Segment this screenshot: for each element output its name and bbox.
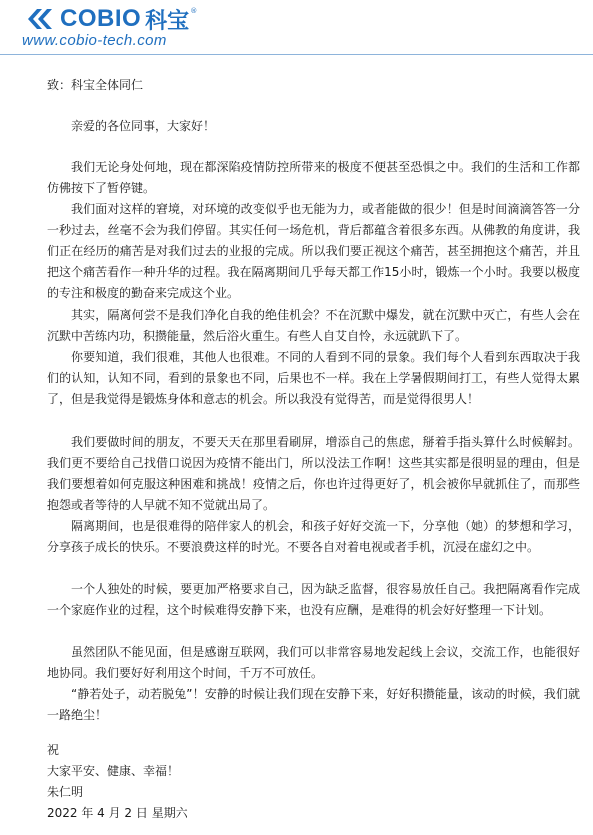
company-website: www.cobio-tech.com [22, 32, 167, 49]
paragraph-2: 我们面对这样的窘境，对环境的改变似乎也无能为力，或者能做的很少！但是时间滴滴答答一分一秒过去，丝毫不会为我们停留。其实任何一场危机，背后都蕴含着很多东西。从佛教的角度讲，我们正在经历的痛苦是对我们过去的业报的完成。所以我们要正视这个痛苦，甚至拥抱这个痛苦，并且把这个痛苦看作一种升华的过程。我在隔离期间几乎每天都工作15小时，锻炼一个小时。我要以极度的专注和极度的勤奋来完成这个业。 [47, 202, 580, 300]
cobio-swoosh-icon [24, 6, 56, 32]
brand-name-cn: 科宝 [145, 8, 190, 34]
paragraph-4: 你要知道，我们很难，其他人也很难。不同的人看到不同的景象。我们每个人看到东西取决于我们的认知，认知不同，看到的景象也不同，后果也不一样。我在上学暑假期间打工，有些人觉得太累了，但是我觉得是锻炼身体和意志的机会。所以我没有觉得苦，而是觉得很男人！ [47, 350, 580, 406]
paragraph-5: 我们要做时间的朋友，不要天天在那里看刷屏，增添自己的焦虑，掰着手指头算什么时候解封。我们更不要给自己找借口说因为疫情不能出门，所以没法工作啊！这些其实都是很明显的理由，但是我们要想着如何克服这种困难和挑战！疫情之后，你也许过得更好了，机会被你早就抓住了，而那些抱怨或者等待的人早就不知不觉就出局了。 [47, 435, 580, 512]
paragraph-8: 虽然团队不能见面，但是感谢互联网，我们可以非常容易地发起线上会议，交流工作，也能很好地协同。我们要好好利用这个时间，千万不可放任。 [47, 645, 580, 680]
greeting: 亲爱的各位同事，大家好！ [71, 119, 216, 133]
closing: 祝 [47, 743, 60, 757]
salutation: 致：科宝全体同仁 [47, 78, 144, 92]
letterhead [0, 0, 593, 58]
letter-date: 2022 年 4 月 2 日 星期六 [47, 806, 188, 820]
closing-wish: 大家平安、健康、幸福！ [47, 764, 180, 778]
paragraph-9: “静若处子，动若脱兔”！安静的时候让我们现在安静下来，好好积攒能量，该动的时候，我们就一路绝尘！ [47, 687, 580, 722]
header-divider [0, 54, 593, 55]
paragraph-3: 其实，隔离何尝不是我们净化自我的绝佳机会？不在沉默中爆发，就在沉默中灭亡，有些人会在沉默中苦练内功，积攒能量，然后浴火重生。有些人自艾自怜，永远就趴下了。 [47, 308, 580, 343]
paragraph-1: 我们无论身处何地，现在都深陷疫情防控所带来的极度不便甚至恐惧之中。我们的生活和工作都仿佛按下了暂停键。 [47, 160, 580, 195]
brand-name-en: COBIO [60, 5, 142, 32]
signature: 朱仁明 [47, 785, 84, 799]
company-logo [24, 5, 197, 33]
paragraph-7: 一个人独处的时候，要更加严格要求自己，因为缺乏监督，很容易放任自己。我把隔离看作完成一个家庭作业的过程，这个时候难得安静下来，也没有应酬，是难得的机会好好整理一下计划。 [47, 582, 580, 617]
registered-mark: ® [190, 7, 198, 15]
paragraph-6: 隔离期间，也是很难得的陪伴家人的机会，和孩子好好交流一下，分享他（她）的梦想和学习，分享孩子成长的快乐。不要浪费这样的时光。不要各自对着电视或者手机，沉浸在虚幻之中。 [47, 519, 580, 554]
